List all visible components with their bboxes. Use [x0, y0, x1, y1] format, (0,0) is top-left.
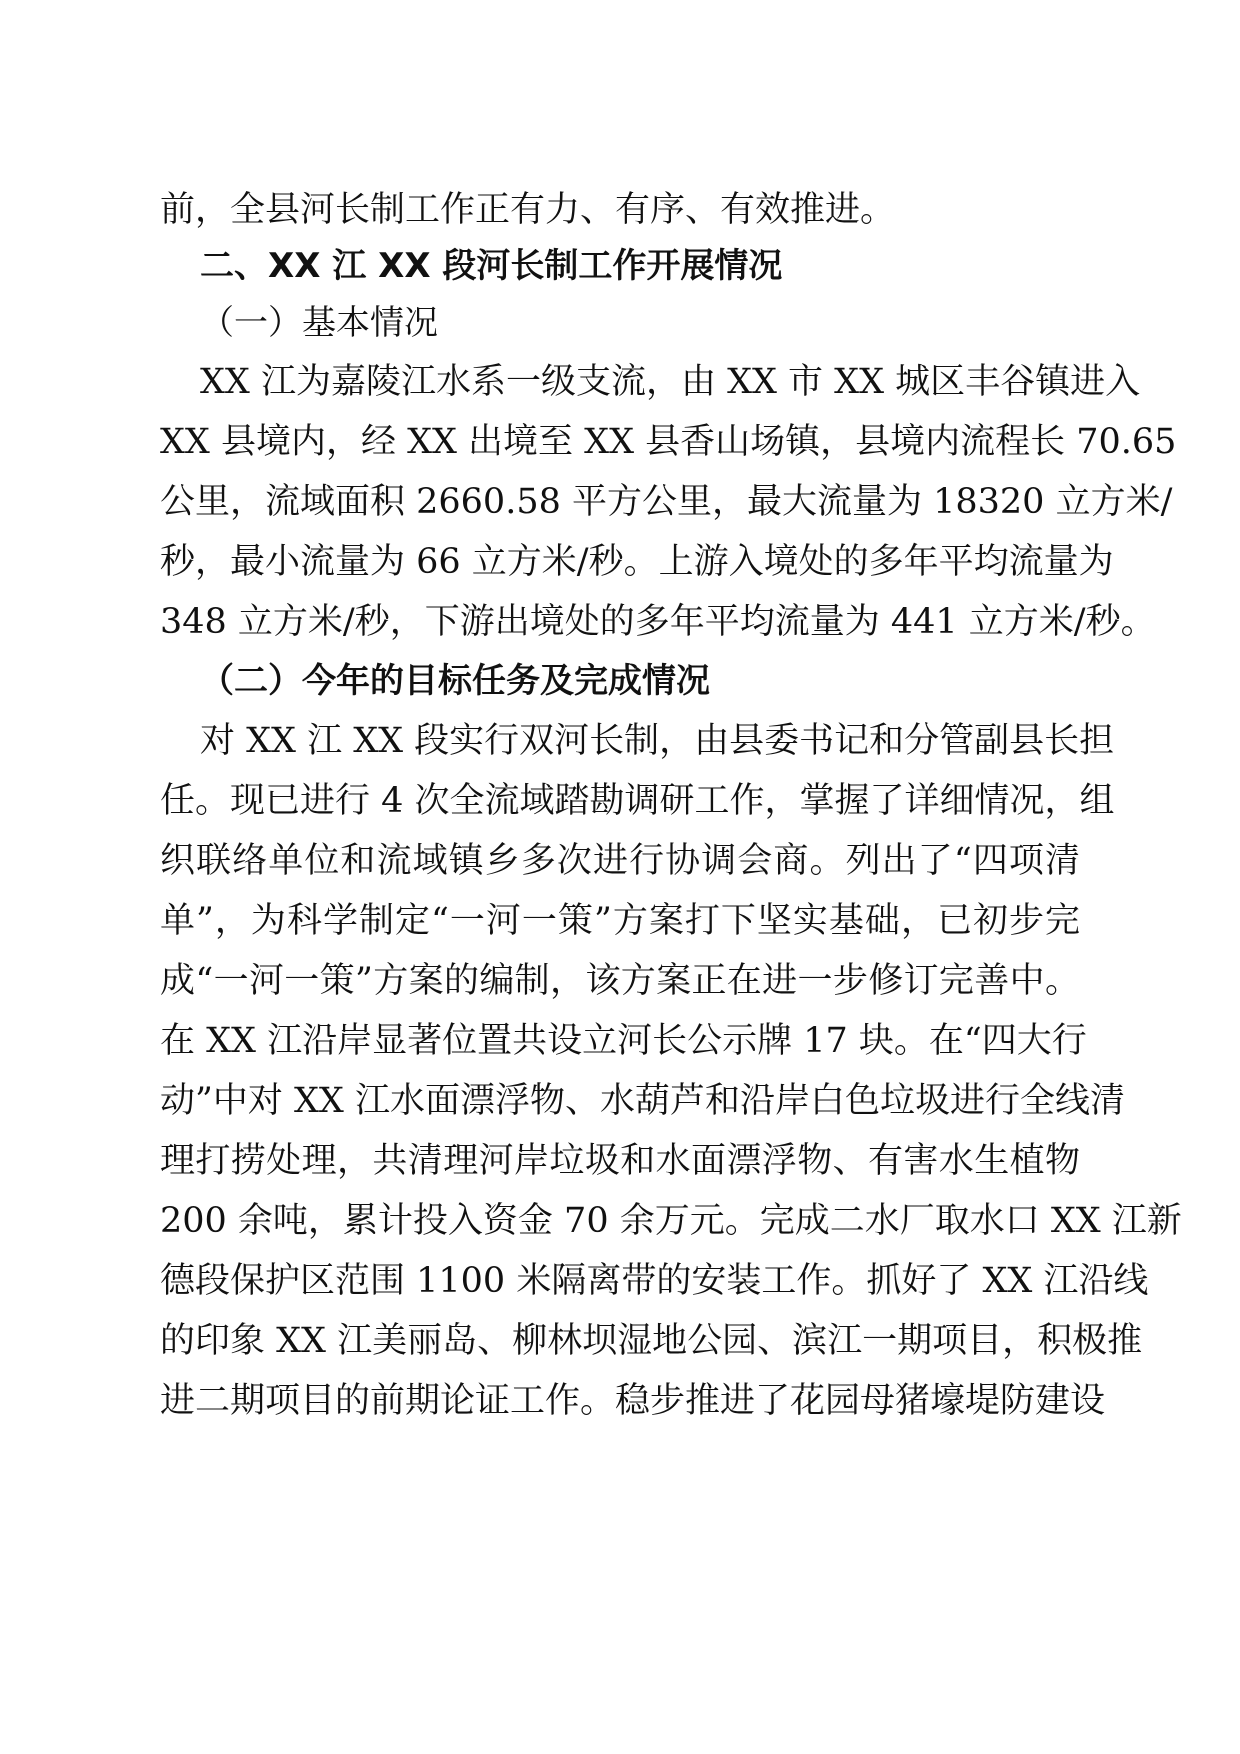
paragraph-line: 对 XX 江 XX 段实行双河长制，由县委书记和分管副县长担 [200, 721, 1115, 761]
paragraph-line: XX 县境内，经 XX 出境至 XX 县香山场镇，县境内流程长 70.65 [160, 422, 1177, 462]
paragraph-line: XX 江为嘉陵江水系一级支流，由 XX 市 XX 城区丰谷镇进入 [200, 362, 1141, 402]
paragraph-line: 公里，流域面积 2660.58 平方公里，最大流量为 18320 立方米/ [160, 482, 1173, 522]
section-heading: 二、XX 江 XX 段河长制工作开展情况 [200, 246, 783, 286]
paragraph-line: 200 余吨，累计投入资金 70 余万元。完成二水厂取水口 XX 江新 [160, 1201, 1182, 1241]
subsection-heading: （一）基本情况 [200, 303, 438, 343]
paragraph-line: 进二期项目的前期论证工作。稳步推进了花园母猪壕堤防建设 [160, 1381, 1106, 1421]
paragraph-line: 348 立方米/秒，下游出境处的多年平均流量为 441 立方米/秒。 [160, 602, 1156, 642]
paragraph-line: 理打捞处理，共清理河岸垃圾和水面漂浮物、有害水生植物 [160, 1141, 1080, 1181]
paragraph-line: 动”中对 XX 江水面漂浮物、水葫芦和沿岸白色垃圾进行全线清 [160, 1081, 1125, 1121]
paragraph-line: 的印象 XX 江美丽岛、柳林坝湿地公园、滨江一期项目，积极推 [160, 1321, 1143, 1361]
subsection-heading: （二）今年的目标任务及完成情况 [200, 661, 710, 701]
paragraph-line: 德段保护区范围 1100 米隔离带的安装工作。抓好了 XX 江沿线 [160, 1261, 1149, 1301]
paragraph-line: 在 XX 江沿岸显著位置共设立河长公示牌 17 块。在“四大行 [160, 1021, 1087, 1061]
paragraph-line: 单”，为科学制定“一河一策”方案打下坚实基础，已初步完 [160, 901, 1080, 941]
paragraph-line: 秒，最小流量为 66 立方米/秒。上游入境处的多年平均流量为 [160, 542, 1114, 582]
paragraph-line: 成“一河一策”方案的编制，该方案正在进一步修订完善中。 [160, 961, 1080, 1001]
paragraph-line: 任。现已进行 4 次全流域踏勘调研工作，掌握了详细情况，组 [160, 781, 1115, 821]
paragraph-line: 织联络单位和流域镇乡多次进行协调会商。列出了“四项清 [160, 841, 1080, 881]
paragraph-line: 前，全县河长制工作正有力、有序、有效推进。 [160, 190, 896, 230]
